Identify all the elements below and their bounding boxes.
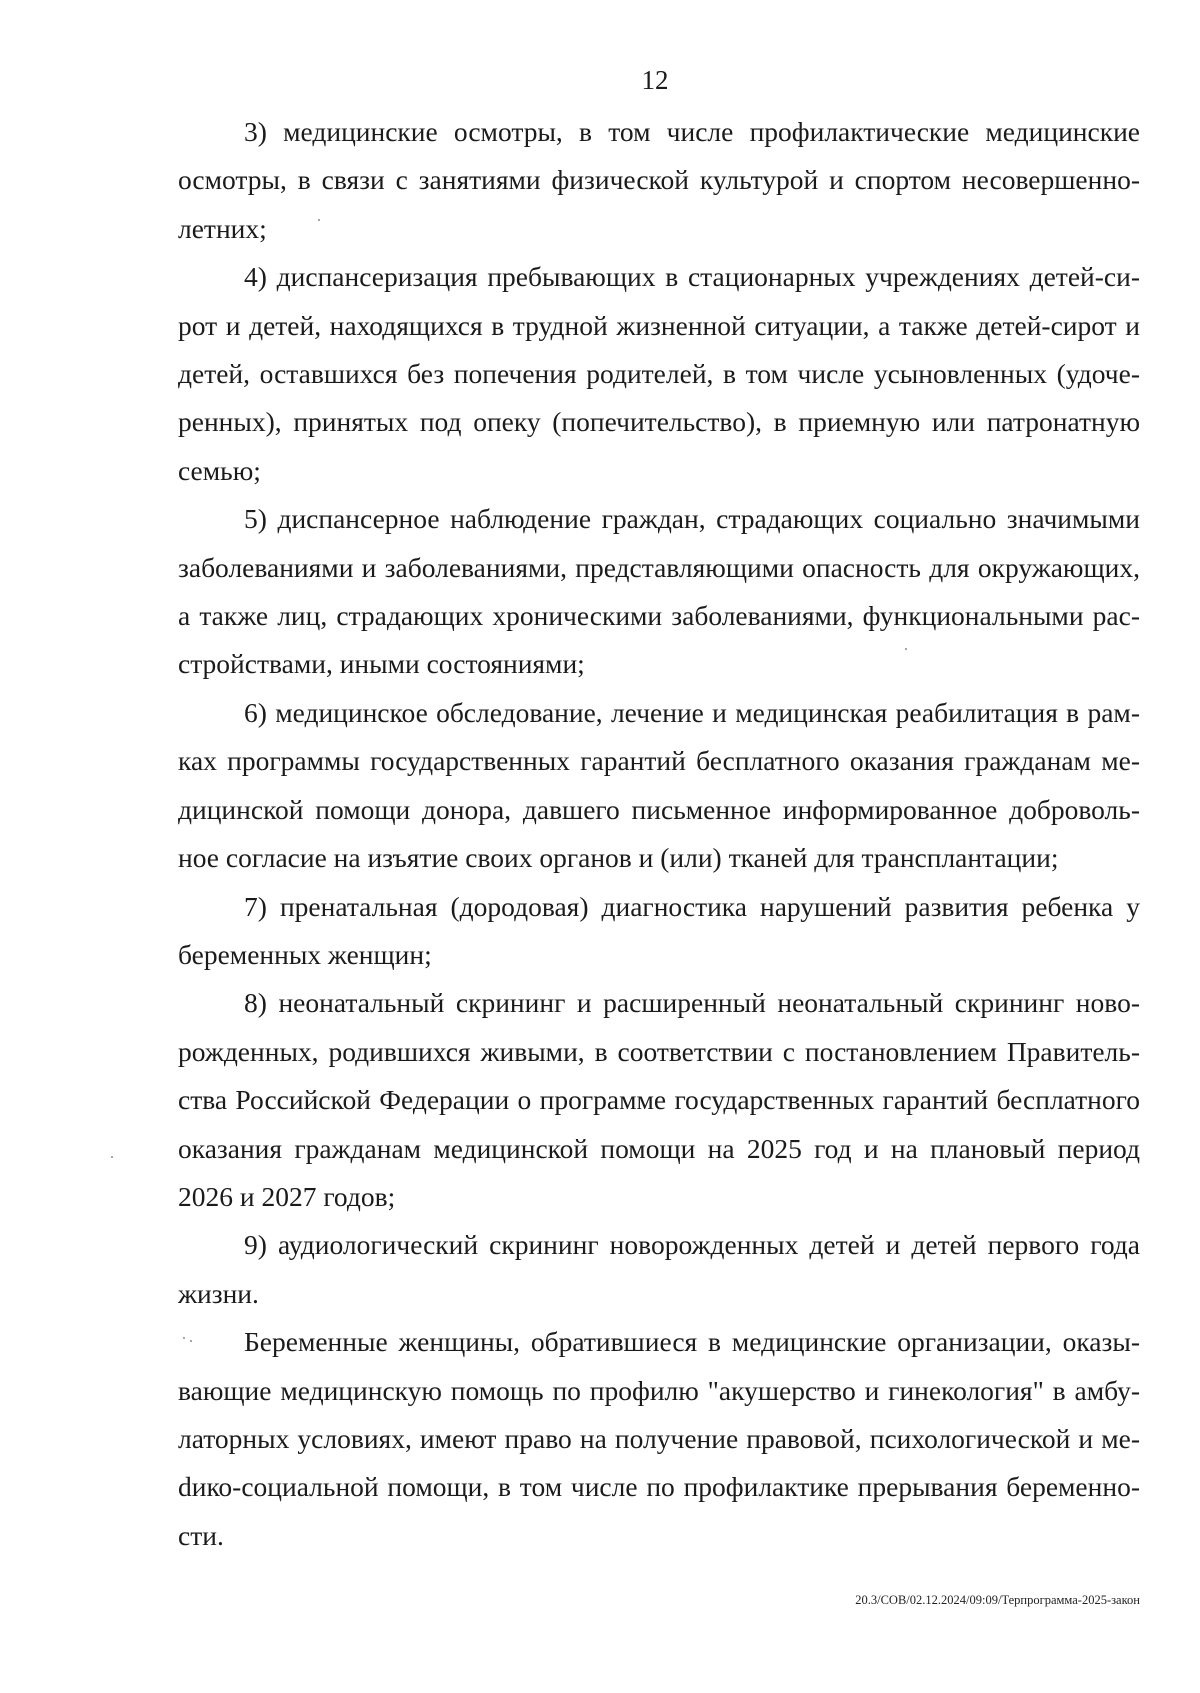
paragraph-item-3: 3) медицинские осмотры, в том числе профилактические медицинские осмотры, в связи с занятиями физической культурой и спортом несовершеннолетних; bbox=[178, 116, 1140, 244]
scan-speck bbox=[905, 648, 907, 650]
body-text bbox=[178, 108, 1140, 1560]
scan-speck bbox=[111, 1156, 113, 1158]
paragraph-item-9: 9) аудиологический скрининг новорожденных детей и детей первого года жизни. bbox=[178, 1229, 1140, 1309]
paragraph-item-7: 7) пренатальная (дородовая) диагностика нарушений развития ребенка у беременных женщин; bbox=[178, 890, 1140, 970]
paragraph-item-6: 6) медицинское обследование, лечение и медицинская реабилитация в рамках программы государственных гарантий бесплатного оказания гражданам медицинской помощи донора, давшего письменное информированное добровольное согласие на изъятие своих органов и (или) тканей для трансплантации; bbox=[178, 696, 1140, 874]
scan-speck bbox=[183, 1337, 185, 1339]
page-number: 12 bbox=[641, 65, 669, 95]
paragraph-pregnant-women: Беременные женщины, обратившиеся в медицинские организации, оказывающие медицинскую помощь по профилю "акушерство и гинекология" в амбулаторных условиях, имеют право на получение правовой, психологической и меdико-социальной помощи, в том числе по профилактике прерывания беременности. bbox=[178, 1326, 1140, 1551]
paragraph-item-8: 8) неонатальный скрининг и расширенный неонатальный скрининг новорожденных, родившихся живыми, в соответствии с постановлением Правительства Российской Федерации о программе государственных гарантий бесплатного оказания гражданам медицинской помощи на 2025 год и на плановый период 2026 и 2027 годов; bbox=[178, 987, 1140, 1212]
document-footer-code: 20.3/СОВ/02.12.2024/09:09/Терпрограмма-2025-закон bbox=[855, 1593, 1140, 1607]
scan-speck bbox=[318, 219, 320, 221]
paragraph-item-4: 4) диспансеризация пребывающих в стационарных учреждениях детей-сирот и детей, находящихся в трудной жизненной ситуации, а также детей-сирот и детей, оставшихся без попечения родителей, в том числе усыновленных (удочеренных), принятых под опеку (попечительство), в приемную или патронатную семью; bbox=[178, 261, 1140, 486]
paragraph-item-5: 5) диспансерное наблюдение граждан, страдающих социально значимыми заболеваниями и заболеваниями, представляющими опасность для окружающих, а также лиц, страдающих хроническими заболеваниями, функциональными расстройствами, иными состояниями; bbox=[178, 503, 1140, 680]
scan-speck bbox=[190, 1340, 192, 1342]
